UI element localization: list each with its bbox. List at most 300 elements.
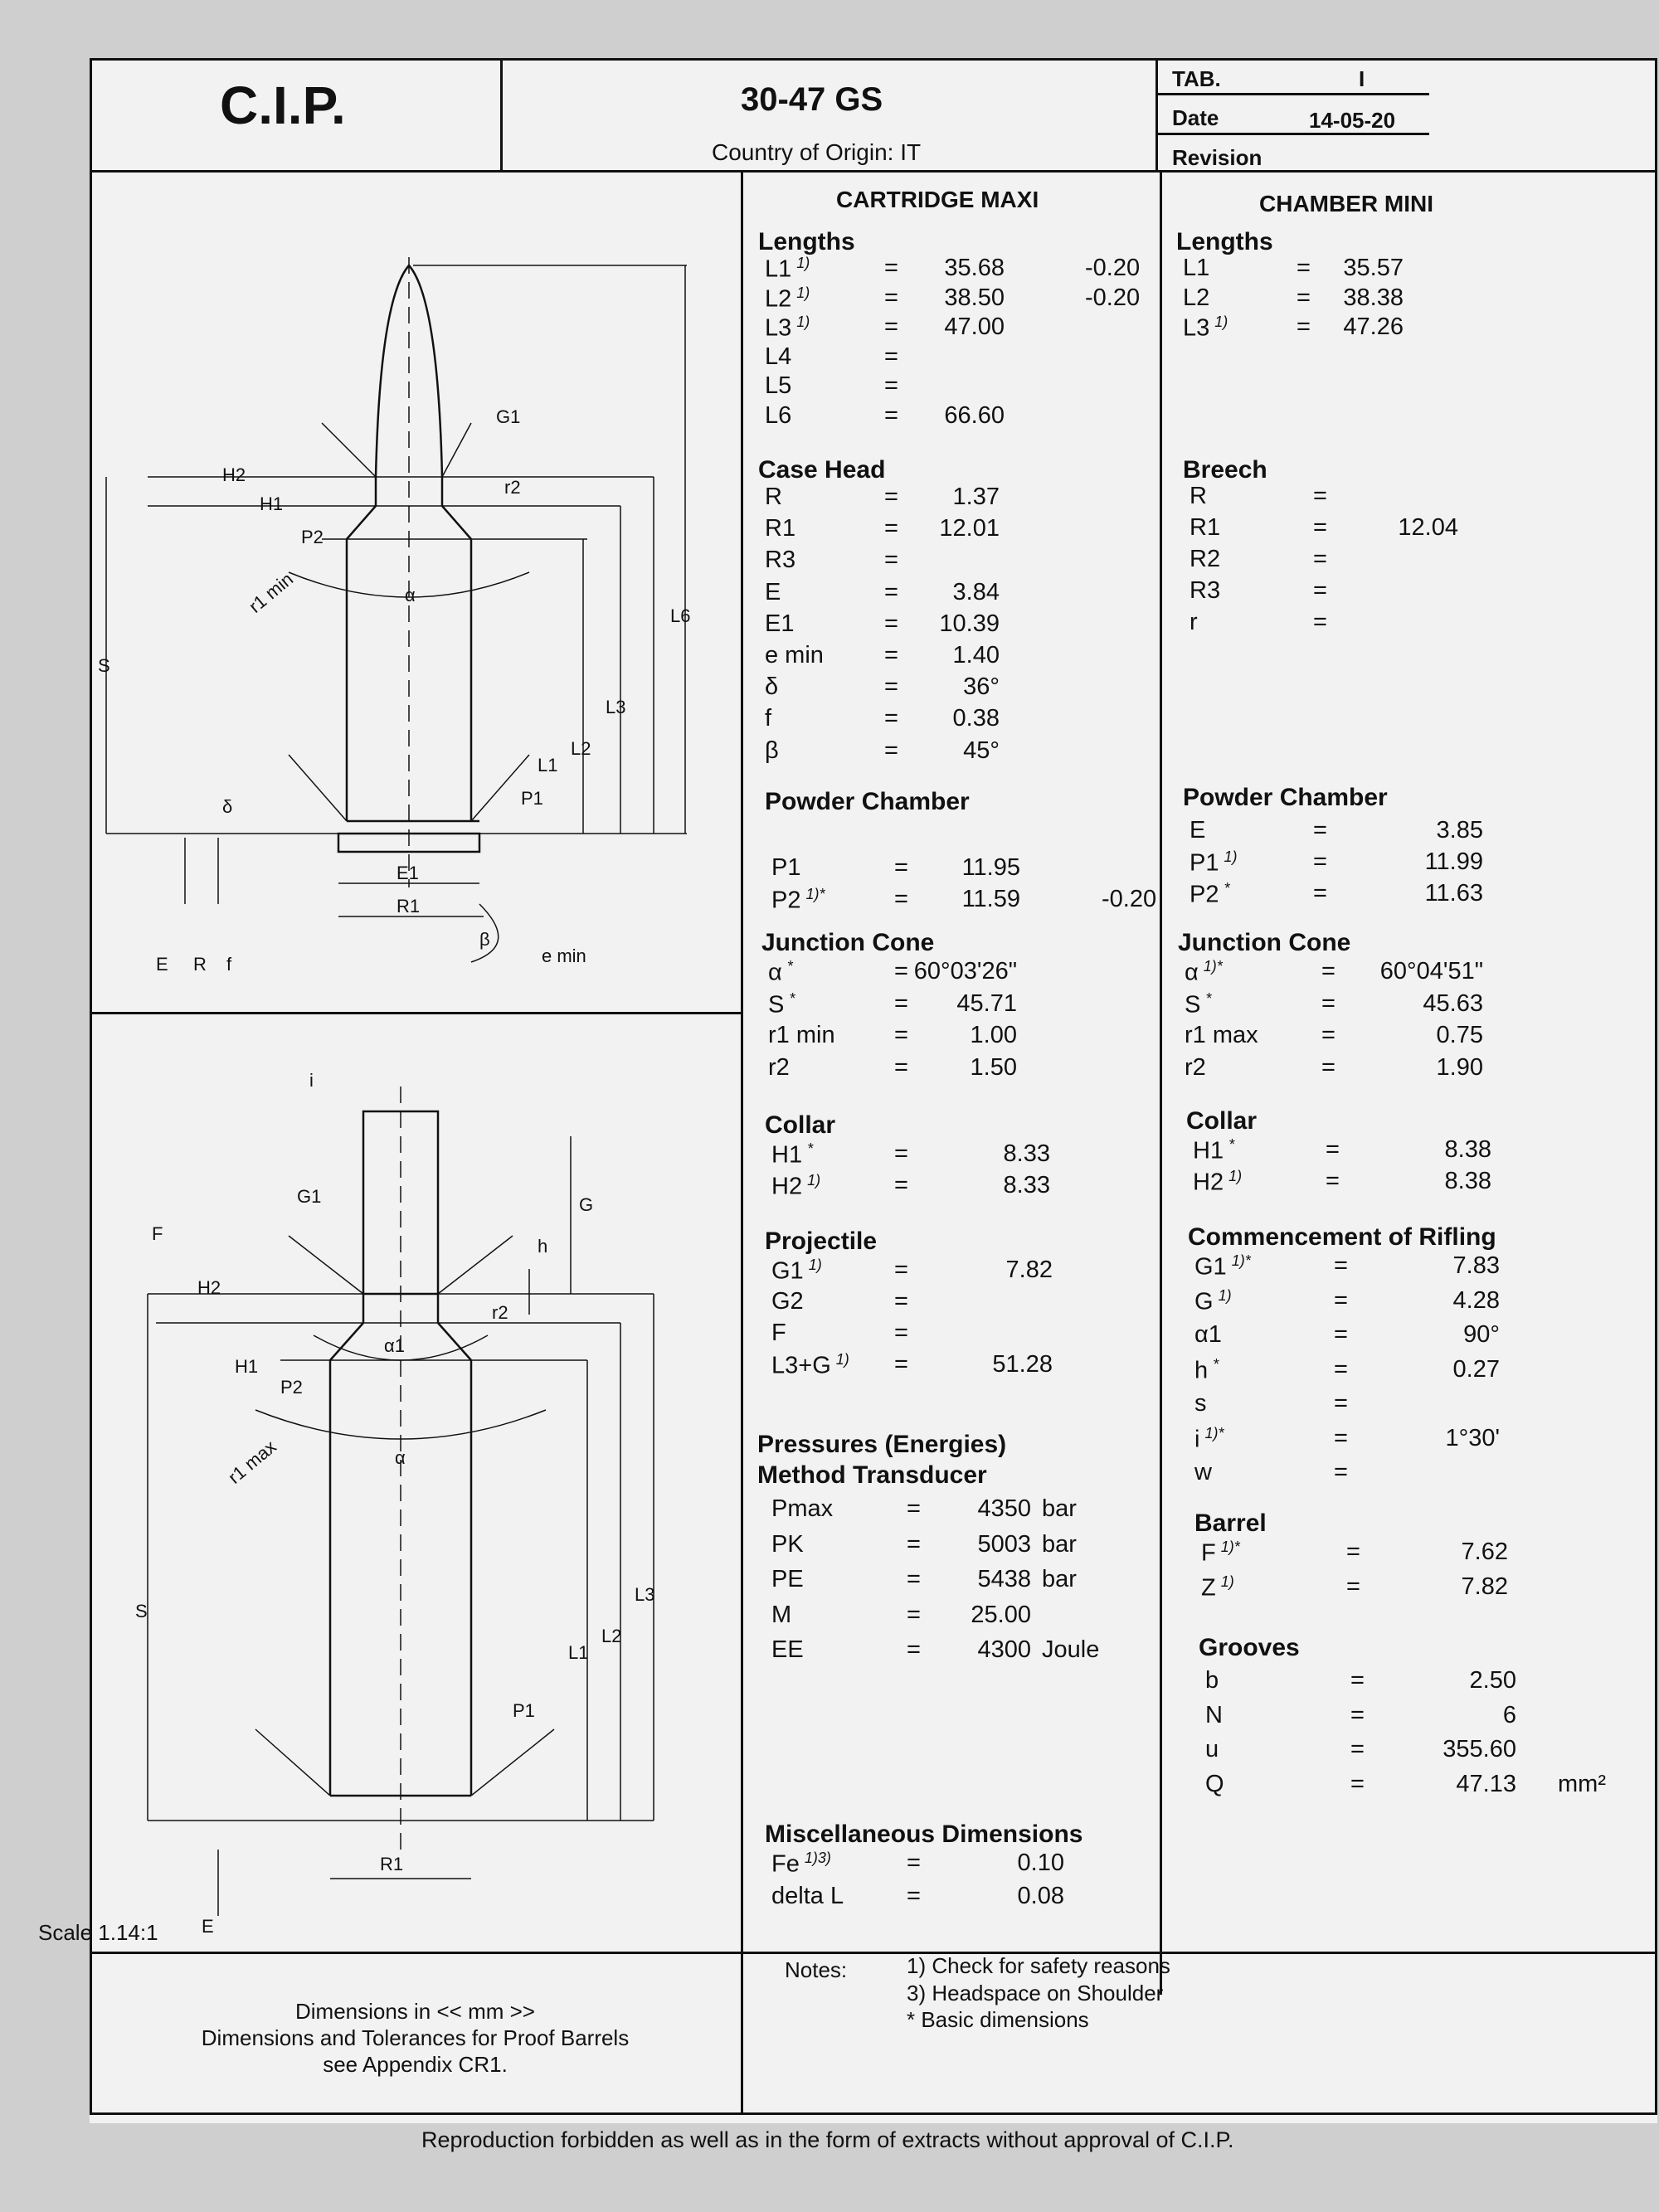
cartridge-powder-chamber-row-key bbox=[771, 854, 800, 882]
row-symbol: delta L bbox=[771, 1883, 844, 1909]
tab-row-line bbox=[1155, 93, 1429, 95]
chamber-rifling-row-eq: = bbox=[1334, 1390, 1348, 1417]
chamber-collar-row-value: 8.38 bbox=[1444, 1136, 1491, 1163]
cartridge-case-head-row-key bbox=[765, 610, 794, 638]
chamber-powder-chamber-row-key bbox=[1190, 817, 1205, 844]
chamber-junction-cone-row-value: 45.63 bbox=[1423, 989, 1483, 1017]
chamber-breech-row-eq: = bbox=[1313, 546, 1327, 572]
scale-label: Scale 1.14:1 bbox=[38, 1920, 158, 1945]
chamber-collar-row-key bbox=[1193, 1168, 1242, 1197]
cartridge-case-head-row-eq: = bbox=[884, 737, 898, 764]
row-symbol: L5 bbox=[765, 372, 792, 399]
chamber-breech-row-eq: = bbox=[1313, 577, 1327, 604]
label-R1-chamber: R1 bbox=[380, 1854, 404, 1874]
cartridge-junction-cone-row-eq: = bbox=[894, 1054, 908, 1082]
cip-logo: C.I.P. bbox=[220, 75, 346, 135]
chamber-junction-cone-row-key bbox=[1185, 1054, 1206, 1082]
cartridge-powder-chamber-row-value: 11.59 bbox=[961, 886, 1020, 912]
cartridge-misc-row-value: 0.08 bbox=[1017, 1883, 1064, 1909]
cartridge-projectile-title: Projectile bbox=[765, 1228, 878, 1255]
row-footnote-ref: 1) bbox=[807, 1172, 821, 1189]
chamber-barrel-row-eq: = bbox=[1346, 1539, 1360, 1565]
chamber-rifling-row-value: 4.28 bbox=[1452, 1286, 1500, 1314]
cartridge-lengths-row-value: 38.50 bbox=[944, 284, 1005, 311]
cartridge-lengths-row-value: 47.00 bbox=[944, 314, 1005, 340]
cartridge-case-head-row-value: 3.84 bbox=[952, 578, 1000, 605]
cartridge-powder-chamber-row-eq: = bbox=[894, 854, 908, 881]
chamber-powder-chamber-row-eq: = bbox=[1313, 817, 1327, 843]
row-symbol: Fe bbox=[771, 1850, 800, 1878]
chamber-lengths-row-value: 35.57 bbox=[1343, 255, 1404, 281]
chamber-collar-title: Collar bbox=[1186, 1107, 1258, 1135]
row-symbol: N bbox=[1205, 1701, 1223, 1728]
cartridge-case-head-row-value: 36° bbox=[963, 673, 1000, 701]
chamber-rifling-row-value: 90° bbox=[1463, 1321, 1500, 1348]
cartridge-lengths-row-eq: = bbox=[884, 255, 898, 281]
row-symbol: H2 bbox=[1193, 1169, 1224, 1196]
cartridge-powder-chamber-title: Powder Chamber bbox=[765, 788, 970, 815]
label-G: G bbox=[579, 1194, 594, 1215]
cartridge-case-head-row-key bbox=[765, 579, 781, 606]
chamber-grooves-row-unit: mm² bbox=[1558, 1770, 1606, 1797]
label-E-chamber: E bbox=[202, 1916, 214, 1937]
cartridge-junction-cone-row-key bbox=[768, 990, 795, 1019]
cartridge-case-head-row-eq: = bbox=[884, 673, 898, 701]
cartridge-case-head-row-eq: = bbox=[884, 547, 898, 574]
cartridge-collar-title: Collar bbox=[765, 1111, 836, 1139]
cartridge-projectile-row-eq: = bbox=[894, 1351, 908, 1378]
row-symbol: r2 bbox=[1185, 1053, 1206, 1081]
row-footnote-ref: 1) bbox=[796, 255, 810, 271]
chamber-grooves-row-key bbox=[1205, 1736, 1219, 1763]
chamber-grooves-row-key bbox=[1205, 1667, 1219, 1694]
cartridge-case-head-row-key bbox=[765, 737, 779, 765]
row-footnote-ref: * bbox=[786, 958, 793, 975]
label-E: E bbox=[156, 954, 168, 975]
cartridge-case-head-row-eq: = bbox=[884, 642, 898, 668]
row-symbol: i bbox=[1194, 1426, 1200, 1453]
label-R: R bbox=[193, 954, 207, 975]
chamber-rifling-title: Commencement of Rifling bbox=[1188, 1223, 1496, 1251]
row-symbol: δ bbox=[765, 673, 779, 701]
row-symbol: α bbox=[1185, 959, 1199, 986]
row-symbol: L3 bbox=[765, 314, 792, 342]
label-i: i bbox=[309, 1070, 314, 1091]
pressure-row-eq: = bbox=[907, 1495, 921, 1522]
row-footnote-ref: 1) bbox=[1218, 1286, 1232, 1304]
label-P2-chamber: P2 bbox=[280, 1377, 303, 1398]
chamber-grooves-row-value: 47.13 bbox=[1456, 1770, 1516, 1797]
chamber-rifling-row-key bbox=[1194, 1425, 1224, 1454]
row-symbol: G2 bbox=[771, 1288, 804, 1315]
chamber-grooves-row-eq: = bbox=[1350, 1667, 1365, 1694]
notes-top-line bbox=[90, 1952, 1657, 1954]
cartridge-lengths-row-eq: = bbox=[884, 343, 898, 370]
label-r2: r2 bbox=[504, 477, 521, 498]
chamber-grooves-row-eq: = bbox=[1350, 1701, 1365, 1728]
chamber-rifling-row-key bbox=[1194, 1356, 1219, 1385]
header-divider-2 bbox=[1155, 58, 1158, 172]
row-symbol: L2 bbox=[1183, 284, 1210, 311]
pressure-row-eq: = bbox=[907, 1636, 921, 1663]
chamber-powder-chamber-row-eq: = bbox=[1313, 880, 1327, 907]
drawing-divider bbox=[741, 170, 743, 2115]
label-r1max: r1 max bbox=[224, 1436, 280, 1488]
cartridge-collar-row-eq: = bbox=[894, 1140, 908, 1167]
row-symbol: r1 max bbox=[1185, 1022, 1258, 1048]
row-symbol: h bbox=[1194, 1357, 1209, 1384]
cartridge-junction-cone-row-value: 45.71 bbox=[956, 989, 1017, 1017]
row-symbol: L3 bbox=[1183, 314, 1210, 342]
label-H2-chamber: H2 bbox=[197, 1277, 221, 1298]
chamber-lengths-row-eq: = bbox=[1297, 284, 1311, 311]
cartridge-lengths-row-eq: = bbox=[884, 314, 898, 340]
chamber-rifling-row-key bbox=[1194, 1252, 1251, 1281]
cartridge-collar-row-key bbox=[771, 1140, 813, 1169]
cartridge-powder-chamber-row-eq: = bbox=[894, 886, 908, 912]
chamber-lengths-row-eq: = bbox=[1297, 255, 1311, 281]
cartridge-lengths-row-eq: = bbox=[884, 372, 898, 399]
cartridge-lengths-row-value: 66.60 bbox=[944, 401, 1005, 429]
row-symbol: H1 bbox=[1193, 1137, 1224, 1164]
row-symbol: H2 bbox=[771, 1173, 803, 1200]
label-L2-chamber: L2 bbox=[601, 1626, 622, 1646]
chamber-rifling-row-value: 0.27 bbox=[1452, 1355, 1500, 1383]
chamber-junction-cone-row-value: 0.75 bbox=[1436, 1022, 1483, 1048]
cartridge-lengths-row-tolerance: -0.20 bbox=[1085, 255, 1141, 281]
chamber-lengths-row-value: 38.38 bbox=[1343, 284, 1404, 311]
note-3: * Basic dimensions bbox=[907, 2007, 1089, 2032]
row-symbol: e min bbox=[765, 642, 824, 668]
cartridge-misc-row-key bbox=[771, 1883, 844, 1910]
cartridge-collar-row-value: 8.33 bbox=[1003, 1172, 1050, 1198]
row-symbol: R3 bbox=[1190, 577, 1221, 604]
label-alpha-chamber: α bbox=[395, 1447, 406, 1468]
chamber-rifling-row-eq: = bbox=[1334, 1355, 1348, 1383]
cartridge-projectile-row-eq: = bbox=[894, 1320, 908, 1346]
cartridge-case-head-row-key bbox=[765, 642, 824, 669]
row-symbol: R1 bbox=[765, 515, 796, 542]
cartridge-drawing bbox=[90, 174, 737, 1012]
cartridge-junction-cone-row-value: 1.00 bbox=[970, 1022, 1017, 1049]
row-symbol: L1 bbox=[1183, 255, 1210, 281]
chamber-barrel-row-eq: = bbox=[1346, 1573, 1360, 1600]
row-symbol: L4 bbox=[765, 343, 792, 370]
label-P2: P2 bbox=[301, 527, 324, 547]
row-footnote-ref: 1)* bbox=[1203, 958, 1223, 975]
chamber-rifling-row-eq: = bbox=[1334, 1424, 1348, 1451]
pressure-row-unit: bar bbox=[1042, 1495, 1077, 1522]
chamber-powder-chamber-row-key bbox=[1190, 848, 1238, 878]
chamber-grooves-row-key bbox=[1205, 1702, 1223, 1729]
date-label: Date bbox=[1172, 105, 1219, 130]
chamber-rifling-row-key bbox=[1194, 1321, 1222, 1349]
date-value: 14-05-20 bbox=[1309, 108, 1396, 133]
cartridge-collar-row-key bbox=[771, 1172, 820, 1201]
cartridge-collar-row-value: 8.33 bbox=[1003, 1140, 1050, 1167]
method-title: Method Transducer bbox=[757, 1461, 987, 1489]
pressure-row-eq: = bbox=[907, 1601, 921, 1628]
cartridge-lengths-row-eq: = bbox=[884, 401, 898, 429]
chamber-collar-row-value: 8.38 bbox=[1444, 1168, 1491, 1194]
chamber-barrel-row-value: 7.82 bbox=[1461, 1573, 1508, 1600]
cartridge-lengths-row-key bbox=[765, 372, 791, 400]
cartridge-lengths-title: Lengths bbox=[758, 228, 855, 255]
row-symbol: E bbox=[1190, 817, 1206, 843]
cartridge-column-title: CARTRIDGE MAXI bbox=[836, 187, 1039, 212]
pressure-row-unit: bar bbox=[1042, 1566, 1077, 1592]
chamber-junction-cone-title: Junction Cone bbox=[1178, 929, 1351, 956]
cartridge-junction-cone-row-eq: = bbox=[894, 989, 908, 1017]
chamber-powder-chamber-row-value: 11.63 bbox=[1424, 880, 1483, 907]
cartridge-junction-cone-title: Junction Cone bbox=[761, 929, 935, 956]
cartridge-projectile-row-eq: = bbox=[894, 1288, 908, 1315]
chamber-collar-row-eq: = bbox=[1326, 1168, 1340, 1194]
chamber-powder-chamber-row-eq: = bbox=[1313, 848, 1327, 875]
chamber-junction-cone-row-value: 1.90 bbox=[1436, 1053, 1483, 1081]
row-symbol: L1 bbox=[765, 255, 792, 283]
pressure-row-value: 4350 bbox=[977, 1495, 1031, 1522]
pressure-row-unit: bar bbox=[1042, 1530, 1077, 1558]
cartridge-case-head-row-eq: = bbox=[884, 705, 898, 732]
chamber-lengths-row-value: 47.26 bbox=[1343, 314, 1404, 340]
cartridge-case-head-row-key bbox=[765, 673, 778, 701]
label-H2: H2 bbox=[222, 464, 246, 485]
cartridge-title: 30-47 GS bbox=[741, 81, 883, 118]
chamber-junction-cone-row-key bbox=[1185, 990, 1211, 1019]
cartridge-lengths-row-key bbox=[765, 255, 810, 284]
cartridge-lengths-row-key bbox=[765, 402, 791, 430]
row-symbol: b bbox=[1205, 1667, 1219, 1694]
chamber-lengths-row-eq: = bbox=[1297, 314, 1311, 340]
label-L6: L6 bbox=[670, 605, 691, 626]
chamber-junction-cone-row-eq: = bbox=[1321, 1022, 1335, 1048]
row-symbol: r1 min bbox=[768, 1022, 835, 1049]
tab-label: TAB. bbox=[1172, 66, 1221, 91]
chamber-breech-row-key bbox=[1190, 577, 1220, 605]
label-S: S bbox=[98, 655, 110, 676]
pressures-title: Pressures (Energies) bbox=[757, 1431, 1007, 1458]
label-h: h bbox=[538, 1236, 548, 1257]
row-symbol: L6 bbox=[765, 401, 792, 429]
row-symbol: f bbox=[765, 705, 772, 732]
chamber-breech-row-key bbox=[1190, 609, 1198, 636]
cartridge-case-head-row-eq: = bbox=[884, 578, 898, 605]
chamber-grooves-row-value: 6 bbox=[1502, 1701, 1516, 1728]
row-symbol: P2 bbox=[1190, 881, 1219, 908]
row-symbol: Z bbox=[1201, 1574, 1216, 1602]
chamber-rifling-row-value: 1°30' bbox=[1445, 1424, 1500, 1451]
row-symbol: R3 bbox=[765, 547, 796, 574]
revision-label: Revision bbox=[1172, 145, 1262, 170]
row-footnote-ref: * bbox=[789, 989, 795, 1007]
row-footnote-ref: * bbox=[1228, 1136, 1235, 1153]
note-1: 1) Check for safety reasons bbox=[907, 1953, 1170, 1978]
cartridge-powder-chamber-row-tolerance: -0.20 bbox=[1102, 886, 1157, 912]
footer-text: Reproduction forbidden as well as in the form of extracts without approval of C.I.P. bbox=[421, 2127, 1234, 2152]
country-of-origin: Country of Origin: IT bbox=[712, 139, 922, 165]
chamber-rifling-row-key bbox=[1194, 1287, 1232, 1316]
row-footnote-ref: * bbox=[1224, 880, 1230, 897]
cartridge-junction-cone-row-eq: = bbox=[894, 958, 908, 984]
cartridge-misc-row-eq: = bbox=[907, 1850, 921, 1876]
row-footnote-ref: 1)3) bbox=[804, 1850, 831, 1866]
chamber-breech-title: Breech bbox=[1183, 456, 1267, 484]
cartridge-case-head-row-value: 12.01 bbox=[939, 515, 1000, 542]
pressure-row-key: M bbox=[771, 1601, 792, 1628]
row-symbol: w bbox=[1194, 1459, 1212, 1485]
row-footnote-ref: * bbox=[807, 1140, 814, 1157]
chamber-grooves-row-eq: = bbox=[1350, 1770, 1365, 1797]
header-divider-1 bbox=[500, 58, 503, 172]
pressure-row-value: 25.00 bbox=[971, 1601, 1031, 1628]
row-symbol: r2 bbox=[768, 1054, 790, 1082]
label-S-chamber: S bbox=[135, 1601, 148, 1621]
label-L3-chamber: L3 bbox=[635, 1584, 655, 1605]
cartridge-powder-chamber-row-value: 11.95 bbox=[961, 854, 1020, 881]
chamber-collar-row-eq: = bbox=[1326, 1136, 1340, 1163]
cartridge-lengths-row-eq: = bbox=[884, 284, 898, 311]
row-footnote-ref: 1)* bbox=[1231, 1252, 1251, 1269]
pressure-row-key: PE bbox=[771, 1566, 804, 1592]
row-symbol: α1 bbox=[1194, 1321, 1222, 1348]
cartridge-projectile-row-eq: = bbox=[894, 1257, 908, 1283]
chamber-breech-row-eq: = bbox=[1313, 609, 1327, 635]
row-symbol: E1 bbox=[765, 610, 795, 637]
label-r2-chamber: r2 bbox=[492, 1302, 508, 1323]
chamber-breech-row-eq: = bbox=[1313, 483, 1327, 509]
label-G1: G1 bbox=[496, 406, 521, 427]
label-R1: R1 bbox=[397, 896, 421, 916]
cartridge-projectile-row-key bbox=[771, 1288, 804, 1315]
label-G1-chamber: G1 bbox=[297, 1186, 322, 1207]
chamber-junction-cone-row-eq: = bbox=[1321, 1053, 1335, 1081]
cartridge-case-head-row-key bbox=[765, 484, 782, 511]
cartridge-misc-row-value: 0.10 bbox=[1017, 1850, 1064, 1876]
chamber-barrel-title: Barrel bbox=[1194, 1510, 1267, 1537]
chamber-powder-chamber-row-value: 3.85 bbox=[1436, 817, 1483, 843]
chamber-powder-chamber-row-value: 11.99 bbox=[1424, 848, 1483, 875]
cartridge-case-head-row-value: 1.40 bbox=[952, 642, 1000, 668]
cartridge-junction-cone-row-key bbox=[768, 1054, 790, 1082]
pressure-row-key: Pmax bbox=[771, 1495, 834, 1522]
chamber-collar-row-key bbox=[1193, 1136, 1234, 1165]
chamber-breech-row-key bbox=[1190, 546, 1220, 573]
pressure-row-eq: = bbox=[907, 1530, 921, 1558]
chamber-junction-cone-row-value: 60°04'51" bbox=[1379, 958, 1483, 984]
row-footnote-ref: 1) bbox=[808, 1257, 822, 1273]
row-footnote-ref: * bbox=[1205, 989, 1212, 1007]
label-F: F bbox=[152, 1223, 163, 1244]
chamber-powder-chamber-row-key bbox=[1190, 880, 1230, 909]
label-L1: L1 bbox=[538, 755, 558, 775]
header-bottom-line bbox=[90, 170, 1657, 173]
cartridge-misc-row-eq: = bbox=[907, 1883, 921, 1909]
cartridge-case-head-row-eq: = bbox=[884, 484, 898, 510]
row-symbol: R bbox=[765, 484, 782, 510]
row-footnote-ref: 1) bbox=[1220, 1573, 1234, 1590]
row-symbol: u bbox=[1205, 1736, 1219, 1762]
chamber-breech-row-key bbox=[1190, 483, 1207, 510]
row-footnote-ref: 1) bbox=[796, 314, 810, 330]
chamber-lengths-row-key bbox=[1183, 314, 1228, 343]
chamber-breech-row-key bbox=[1190, 514, 1220, 542]
label-E1: E1 bbox=[397, 863, 419, 883]
row-symbol: β bbox=[765, 737, 779, 764]
dimensions-line-1: Dimensions in << mm >> bbox=[294, 1999, 535, 2024]
label-P1-chamber: P1 bbox=[513, 1700, 535, 1721]
dimensions-line-2: Dimensions and Tolerances for Proof Barrels bbox=[201, 2025, 630, 2050]
row-symbol: P2 bbox=[771, 887, 801, 914]
cartridge-junction-cone-row-value: 60°03'26" bbox=[913, 958, 1017, 984]
chamber-barrel-row-key bbox=[1201, 1539, 1240, 1568]
chamber-junction-cone-row-key bbox=[1185, 1022, 1258, 1049]
label-delta: δ bbox=[222, 796, 233, 817]
cartridge-case-head-row-eq: = bbox=[884, 610, 898, 637]
cartridge-misc-row-key bbox=[771, 1850, 831, 1879]
chamber-rifling-row-key bbox=[1194, 1459, 1212, 1486]
row-symbol: E bbox=[765, 578, 781, 605]
row-symbol: r bbox=[1190, 609, 1198, 635]
label-f: f bbox=[226, 954, 232, 975]
drawing-split-line bbox=[90, 1012, 742, 1014]
cartridge-projectile-row-key bbox=[771, 1257, 822, 1286]
label-alpha1: α1 bbox=[384, 1335, 405, 1356]
chamber-breech-row-value: 12.04 bbox=[1398, 514, 1458, 541]
row-footnote-ref: 1) bbox=[1228, 1168, 1243, 1184]
chamber-lengths-row-key bbox=[1183, 284, 1209, 312]
label-alpha: α bbox=[405, 585, 416, 605]
notes-label: Notes: bbox=[785, 1957, 848, 1982]
label-beta: β bbox=[479, 929, 490, 950]
cartridge-case-head-row-key bbox=[765, 705, 771, 732]
chamber-rifling-row-eq: = bbox=[1334, 1286, 1348, 1314]
column-divider bbox=[1160, 170, 1162, 1995]
label-P1: P1 bbox=[521, 788, 543, 809]
row-footnote-ref: * bbox=[1213, 1355, 1219, 1373]
chamber-breech-row-eq: = bbox=[1313, 514, 1327, 541]
pressure-row-value: 4300 bbox=[977, 1636, 1031, 1663]
row-symbol: S bbox=[1185, 991, 1201, 1018]
row-symbol: G1 bbox=[1194, 1253, 1227, 1281]
row-footnote-ref: 1)* bbox=[1220, 1539, 1240, 1555]
cartridge-projectile-row-key bbox=[771, 1320, 786, 1347]
pressure-row-key: EE bbox=[771, 1636, 804, 1663]
chamber-junction-cone-row-eq: = bbox=[1321, 958, 1335, 984]
row-symbol: L3+G bbox=[771, 1352, 831, 1379]
label-r1min: r1 min bbox=[245, 568, 298, 617]
dimensions-line-3: see Appendix CR1. bbox=[323, 2052, 508, 2077]
row-symbol: L2 bbox=[765, 285, 792, 313]
row-footnote-ref: 1) bbox=[835, 1351, 849, 1368]
row-symbol: G bbox=[1194, 1288, 1214, 1315]
chamber-barrel-row-key bbox=[1201, 1573, 1234, 1602]
cartridge-lengths-row-key bbox=[765, 343, 791, 371]
row-symbol: P1 bbox=[1190, 849, 1219, 877]
pressure-row-value: 5438 bbox=[977, 1566, 1031, 1592]
chamber-grooves-title: Grooves bbox=[1199, 1634, 1300, 1661]
cartridge-junction-cone-row-value: 1.50 bbox=[970, 1054, 1017, 1082]
row-symbol: R1 bbox=[1190, 514, 1221, 541]
document-sheet bbox=[38, 58, 1657, 2152]
chamber-grooves-row-key bbox=[1205, 1771, 1224, 1798]
cartridge-case-head-row-key bbox=[765, 547, 795, 574]
cartridge-powder-chamber-row-key bbox=[771, 886, 825, 915]
cartridge-projectile-row-value: 7.82 bbox=[1005, 1257, 1053, 1283]
label-H1-chamber: H1 bbox=[235, 1356, 259, 1377]
row-symbol: G1 bbox=[771, 1257, 804, 1285]
cartridge-collar-row-eq: = bbox=[894, 1172, 908, 1198]
